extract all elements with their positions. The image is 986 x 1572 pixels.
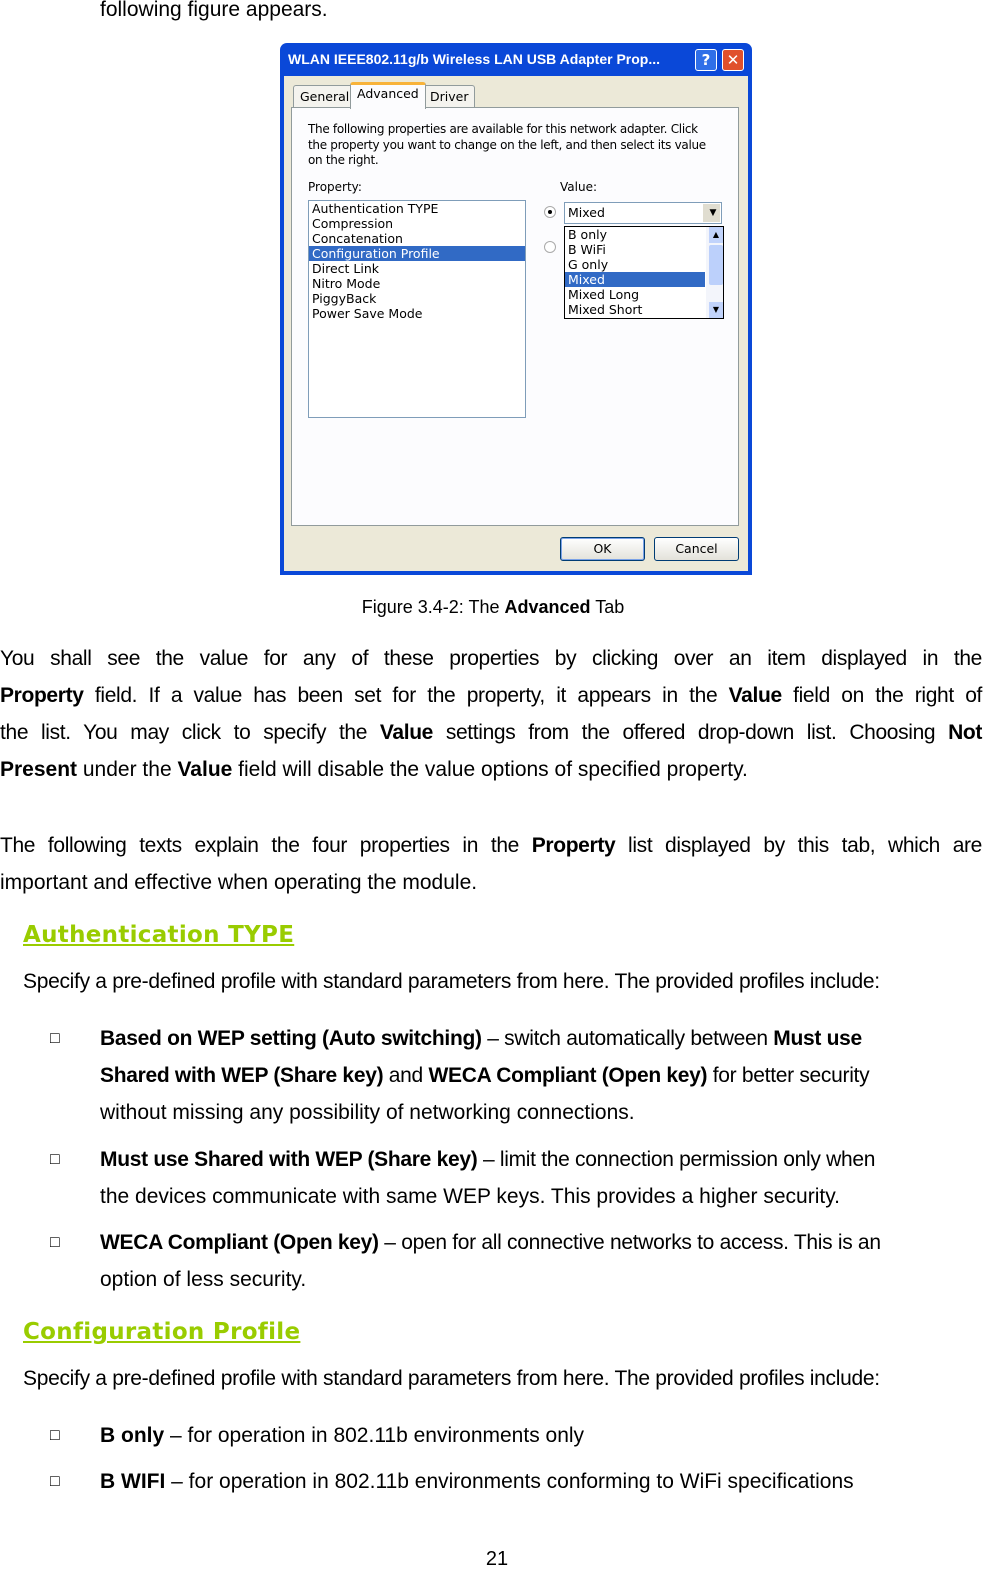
text-line — [0, 751, 982, 788]
dialog-title: WLAN IEEE802.11g/b Wireless LAN USB Adapter Prop... — [288, 51, 660, 67]
bold-text: Value — [177, 758, 233, 781]
bold-text: Shared with WEP (Share key) — [100, 1064, 384, 1087]
text: – limit the connection permission only when — [477, 1148, 876, 1171]
scroll-thumb[interactable] — [709, 245, 723, 285]
ok-button[interactable]: OK — [560, 537, 645, 561]
bold-text: Property — [531, 834, 616, 857]
property-item-selected[interactable]: Configuration Profile — [309, 246, 525, 261]
property-item[interactable]: Concatenation — [312, 231, 403, 246]
text-line: the devices communicate with same WEP keys. This provides a higher security. — [100, 1185, 840, 1208]
bold-text: Based on WEP setting (Auto switching) — [100, 1027, 482, 1050]
property-item[interactable]: Direct Link — [312, 261, 379, 276]
bold-text: B only — [100, 1424, 165, 1447]
bold-text: Not — [948, 721, 982, 744]
value-option[interactable]: Mixed Long — [568, 287, 640, 302]
figure-caption — [0, 597, 986, 618]
bold-text: Value — [379, 721, 434, 744]
bullet-square-icon: □ — [50, 1151, 60, 1168]
page-number: 21 — [485, 1548, 509, 1570]
text: settings from the offered drop-down list. Choosing — [433, 721, 949, 744]
value-option-selected[interactable]: Mixed — [565, 272, 705, 287]
bullet-item — [100, 1224, 980, 1298]
text: – open for all connective networks to access. This is an — [378, 1231, 881, 1254]
text: The following texts explain the four properties in the — [0, 834, 532, 857]
bold-text: Must use Shared with WEP (Share key) — [100, 1148, 478, 1171]
caption-text: Tab — [590, 597, 625, 617]
chevron-down-icon[interactable]: ▼ — [703, 204, 720, 222]
text: under the — [77, 758, 178, 781]
close-button[interactable]: ✕ — [722, 49, 744, 71]
text: field. If a value has been set for the property, it appears in the — [83, 684, 729, 707]
value-label: Value: — [560, 180, 597, 194]
text: – for operation in 802.11b environments only — [164, 1424, 585, 1447]
text-line — [100, 1057, 980, 1094]
value-radio-selected[interactable] — [544, 206, 556, 218]
property-item[interactable]: PiggyBack — [312, 291, 377, 306]
bullet-item — [100, 1020, 980, 1131]
bullet-item — [100, 1417, 584, 1454]
paragraph-2 — [0, 827, 982, 901]
not-present-radio[interactable] — [544, 241, 556, 253]
property-list[interactable] — [308, 200, 526, 418]
text-line: You shall see the value for any of these properties by clicking over an item displayed in the — [0, 647, 982, 670]
text: – switch automatically between — [481, 1027, 774, 1050]
section-intro: Specify a pre-defined profile with standard parameters from here. The provided profiles include: — [23, 970, 880, 993]
bold-text: WECA Compliant (Open key) — [428, 1064, 708, 1087]
tab-advanced[interactable]: Advanced — [350, 82, 426, 109]
intro-line: following figure appears. — [100, 0, 328, 21]
paragraph-1 — [0, 640, 982, 788]
property-label: Property: — [308, 180, 362, 194]
text-line: without missing any possibility of networking connections. — [100, 1101, 635, 1124]
value-option[interactable]: B only — [568, 227, 607, 242]
description — [308, 122, 706, 169]
text-line — [0, 827, 982, 864]
text: field on the right of — [781, 684, 983, 707]
bullet-square-icon: □ — [50, 1427, 60, 1444]
description-line: the property you want to change on the left, and then select its value — [308, 137, 706, 152]
cancel-button[interactable]: Cancel — [654, 537, 739, 561]
help-button[interactable]: ? — [695, 49, 717, 71]
advanced-panel — [291, 107, 739, 526]
text-line — [0, 714, 982, 751]
bold-text: Property — [0, 684, 84, 707]
value-option[interactable]: G only — [568, 257, 609, 272]
bullet-square-icon: □ — [50, 1234, 60, 1251]
properties-dialog — [280, 43, 752, 575]
property-item[interactable]: Compression — [312, 216, 394, 231]
heading-authentication-type: Authentication TYPE — [23, 922, 295, 948]
value-combo[interactable] — [564, 202, 722, 224]
text: and — [383, 1064, 429, 1087]
bold-text: Must use — [773, 1027, 862, 1050]
text: field will disable the value options of specified property. — [232, 758, 748, 781]
text-line — [100, 1224, 980, 1261]
bold-text: WECA Compliant (Open key) — [100, 1231, 379, 1254]
text: for better security — [707, 1064, 870, 1087]
value-option[interactable]: B WiFi — [568, 242, 606, 257]
bullet-item — [100, 1141, 980, 1215]
text: – for operation in 802.11b environments conforming to WiFi specifications — [165, 1470, 854, 1493]
text-line — [100, 1141, 980, 1178]
bold-text: Present — [0, 758, 78, 781]
scrollbar[interactable] — [706, 227, 723, 318]
bold-text: Value — [728, 684, 782, 707]
text-line — [100, 1020, 980, 1057]
bullet-square-icon: □ — [50, 1030, 60, 1047]
description-line: on the right. — [308, 153, 379, 167]
property-item[interactable]: Power Save Mode — [312, 306, 423, 321]
property-item[interactable]: Nitro Mode — [312, 276, 381, 291]
text: list displayed by this tab, which are — [615, 834, 982, 857]
bullet-square-icon: □ — [50, 1473, 60, 1490]
section-intro: Specify a pre-defined profile with standard parameters from here. The provided profiles include: — [23, 1367, 880, 1390]
tab-driver[interactable]: Driver — [423, 85, 475, 108]
text-line: option of less security. — [100, 1268, 307, 1291]
caption-bold: Advanced — [504, 597, 591, 617]
property-item[interactable]: Authentication TYPE — [312, 201, 439, 216]
tab-general[interactable]: General — [293, 85, 356, 108]
value-combo-text: Mixed — [568, 205, 605, 220]
bullet-item — [100, 1463, 854, 1500]
text-line: important and effective when operating the module. — [0, 871, 478, 894]
chevron-down-icon[interactable]: ▼ — [709, 302, 723, 318]
text: the list. You may click to specify the — [0, 721, 380, 744]
description-line: The following properties are available for this network adapter. Click — [308, 122, 698, 136]
bold-text: B WIFI — [100, 1470, 166, 1493]
heading-configuration-profile: Configuration Profile — [23, 1319, 301, 1345]
text-line — [0, 677, 982, 714]
value-option[interactable]: Mixed Short — [568, 302, 643, 317]
caption-text: Figure 3.4-2: The — [361, 597, 505, 617]
chevron-up-icon[interactable]: ▲ — [709, 227, 723, 243]
value-dropdown-list[interactable] — [564, 226, 724, 319]
